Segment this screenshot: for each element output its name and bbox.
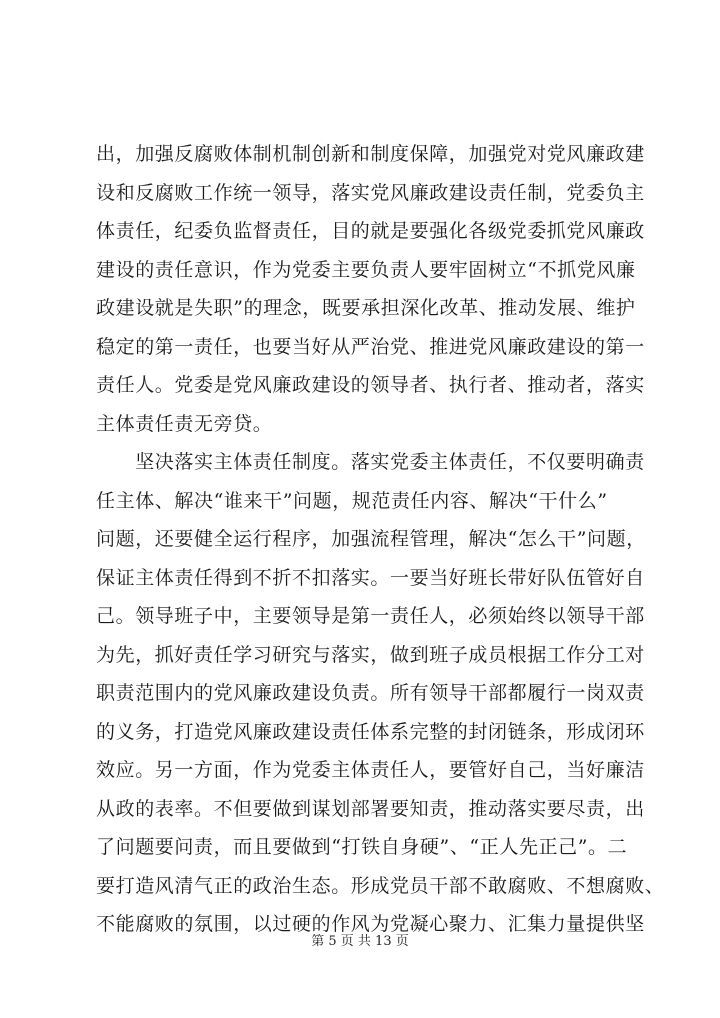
text-line: 己。领导班子中，主要领导是第一责任人，必须始终以领导干部 — [96, 605, 645, 627]
page-number-footer: 第 5 页 共 13 页 — [311, 934, 409, 949]
text-line: 问题，还要健全运行程序，加强流程管理，解决“怎么干”问题， — [96, 528, 646, 550]
text-line: 效应。另一方面，作为党委主体责任人，要管好自己，当好廉洁 — [96, 759, 645, 781]
text-line: 稳定的第一责任，也要当好从严治党、推进党风廉政建设的第一 — [96, 336, 645, 358]
text-line: 任主体、解决“谁来干”问题，规范责任内容、解决“干什么” — [96, 490, 608, 512]
text-line: 责任人。党委是党风廉政建设的领导者、执行者、推动者，落实 — [96, 374, 645, 396]
text-line: 的义务，打造党风廉政建设责任体系完整的封闭链条，形成闭环 — [96, 721, 645, 743]
text-line: 设和反腐败工作统一领导，落实党风廉政建设责任制，党委负主 — [96, 182, 645, 204]
text-line: 不能腐败的氛围，以过硬的作风为党凝心聚力、汇集力量提供坚 — [96, 913, 645, 935]
text-line: 主体责任责无旁贷。 — [96, 413, 273, 435]
text-line: 了问题要问责，而且要做到“打铁自身硬”、“正人先正己”。二 — [96, 836, 628, 858]
text-line: 从政的表率。不但要做到谋划部署要知责，推动落实要尽责，出 — [96, 798, 645, 820]
text-line: 保证主体责任得到不折不扣落实。一要当好班长带好队伍管好自 — [96, 567, 645, 589]
text-line: 职责范围内的党风廉政建设负责。所有领导干部都履行一岗双责 — [96, 682, 645, 704]
text-line: 要打造风清气正的政治生态。形成党员干部不敢腐败、不想腐败、 — [96, 875, 665, 897]
text-line: 出，加强反腐败体制机制创新和制度保障，加强党对党风廉政建 — [96, 143, 645, 165]
text-line: 建设的责任意识，作为党委主要负责人要牢固树立“不抓党风廉 — [96, 259, 636, 281]
text-line: 为先，抓好责任学习研究与落实，做到班子成员根据工作分工对 — [96, 644, 645, 666]
text-line: 体责任，纪委负监督责任，目的就是要强化各级党委抓党风廉政 — [96, 220, 645, 242]
text-line: 政建设就是失职”的理念，既要承担深化改革、推动发展、维护 — [96, 297, 636, 319]
text-line: 坚决落实主体责任制度。落实党委主体责任，不仅要明确责 — [96, 451, 645, 473]
